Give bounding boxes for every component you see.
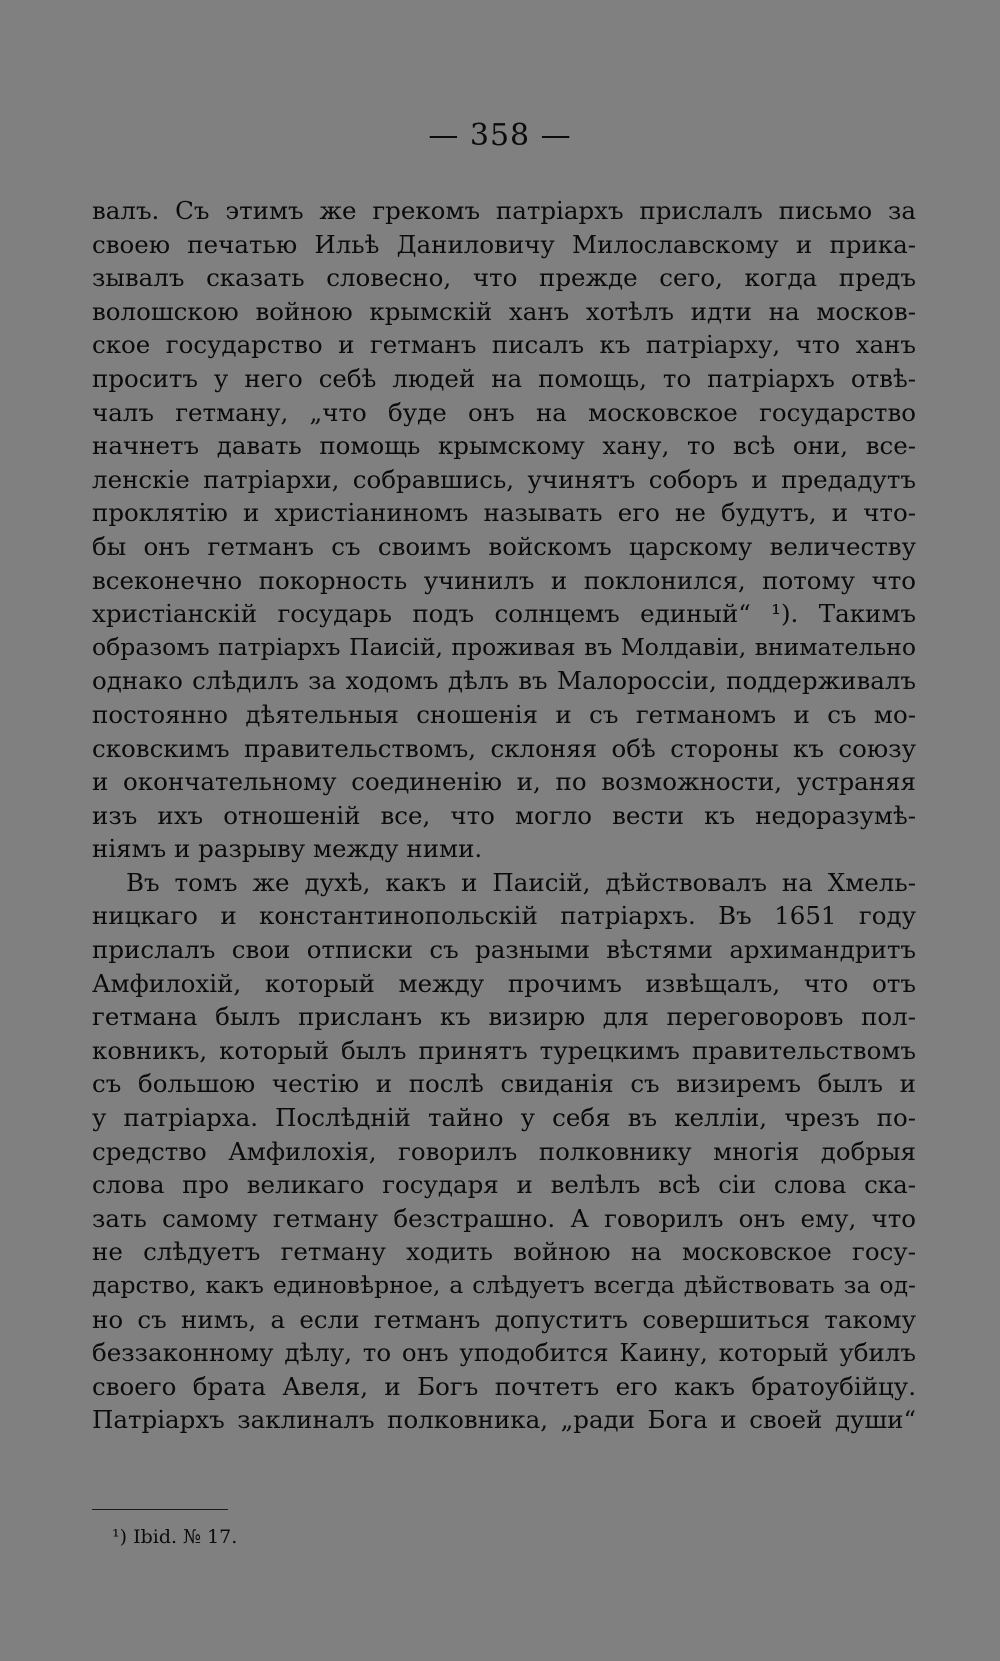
text-line: постоянно дѣятельныя сношенія и съ гетманомъ и съ мо- — [92, 699, 916, 729]
text-line: валъ. Съ этимъ же грекомъ патріархъ прислалъ письмо за — [92, 196, 916, 225]
text-line: христіанскій государь подъ солнцемъ единый“ ¹). Такимъ — [92, 599, 916, 629]
text-line: ковникъ, который былъ принятъ турецкимъ правительствомъ — [92, 1035, 916, 1065]
text-line: средство Амфилохія, говорилъ полковнику многія добрыя — [92, 1136, 916, 1166]
body-text — [92, 194, 916, 1437]
paragraph-start-line: Въ томъ же духѣ, какъ и Паисій, дѣйствовалъ на Хмель- — [126, 867, 916, 897]
text-line: съ большою честію и послѣ свиданія съ визиремъ былъ и — [92, 1069, 916, 1099]
text-line: изъ ихъ отношеній все, что могло вести къ недоразумѣ- — [92, 800, 916, 830]
text-line: своею печатью Ильѣ Даниловичу Милославскому и прика- — [92, 229, 916, 259]
text-line: проклятію и христіаниномъ называть его не будутъ, и что- — [92, 498, 916, 528]
text-line: проситъ у него себѣ людей на помощь, то патріархъ отвѣ- — [92, 363, 916, 393]
text-line: своего брата Авеля, и Богъ почтетъ его какъ братоубійцу. — [92, 1371, 916, 1401]
paragraph-end-line: ніямъ и разрыву между ними. — [92, 834, 483, 864]
text-line: всеконечно покорность учинилъ и поклонился, потому что — [92, 565, 916, 595]
text-line: слова про великаго государя и велѣлъ всѣ сіи слова ска- — [92, 1170, 916, 1200]
text-line: беззаконному дѣлу, то онъ уподобится Каину, который убилъ — [92, 1338, 916, 1368]
text-line: образомъ патріархъ Паисій, проживая въ Молдавіи, внимательно — [92, 632, 916, 661]
text-line: однако слѣдилъ за ходомъ дѣлъ въ Малороссіи, поддерживалъ — [92, 666, 916, 696]
page-number: — 358 — — [428, 118, 572, 153]
text-line: ленскіе патріархи, собравшись, учинятъ соборъ и предадутъ — [92, 464, 916, 494]
text-line: Амфилохій, который между прочимъ извѣщалъ, что отъ — [92, 968, 916, 998]
text-line: волошскою войною крымскій ханъ хотѣлъ идти на москов- — [92, 296, 916, 326]
footnote: ¹) Ibid. № 17. — [112, 1526, 238, 1548]
text-line: прислалъ свои отписки съ разными вѣстями архимандритъ — [92, 935, 916, 965]
text-line: Патріархъ заклиналъ полковника, „ради Бога и своей души“ — [92, 1405, 916, 1435]
text-line: дарство, какъ единовѣрное, а слѣдуетъ всегда дѣйствовать за од- — [92, 1271, 916, 1299]
text-line: начнетъ давать помощь крымскому хану, то всѣ они, все- — [92, 431, 916, 461]
text-line: зывалъ сказать словесно, что прежде сего, когда предъ — [92, 263, 916, 293]
text-line: ское государство и гетманъ писалъ къ патріарху, что ханъ — [92, 330, 916, 360]
footnote-divider — [92, 1509, 228, 1510]
text-line: но съ нимъ, а если гетманъ допуститъ совершиться такому — [92, 1304, 916, 1334]
text-line: гетмана былъ присланъ къ визирю для переговоровъ пол- — [92, 1002, 916, 1032]
text-line: ницкаго и константинопольскій патріархъ. Въ 1651 году — [92, 901, 916, 931]
text-line: не слѣдуетъ гетману ходить войною на московское госу- — [92, 1237, 916, 1267]
text-line: чалъ гетману, „что буде онъ на московское государство — [92, 397, 916, 427]
text-line: зать самому гетману безстрашно. А говорилъ онъ ему, что — [92, 1203, 916, 1233]
text-line: бы онъ гетманъ съ своимъ войскомъ царскому величеству — [92, 531, 916, 561]
text-line: у патріарха. Послѣдній тайно у себя въ келліи, чрезъ по- — [92, 1103, 916, 1133]
text-line: сковскимъ правительствомъ, склоняя обѣ стороны къ союзу — [92, 733, 916, 763]
text-line: и окончательному соединенію и, по возможности, устраняя — [92, 767, 916, 797]
